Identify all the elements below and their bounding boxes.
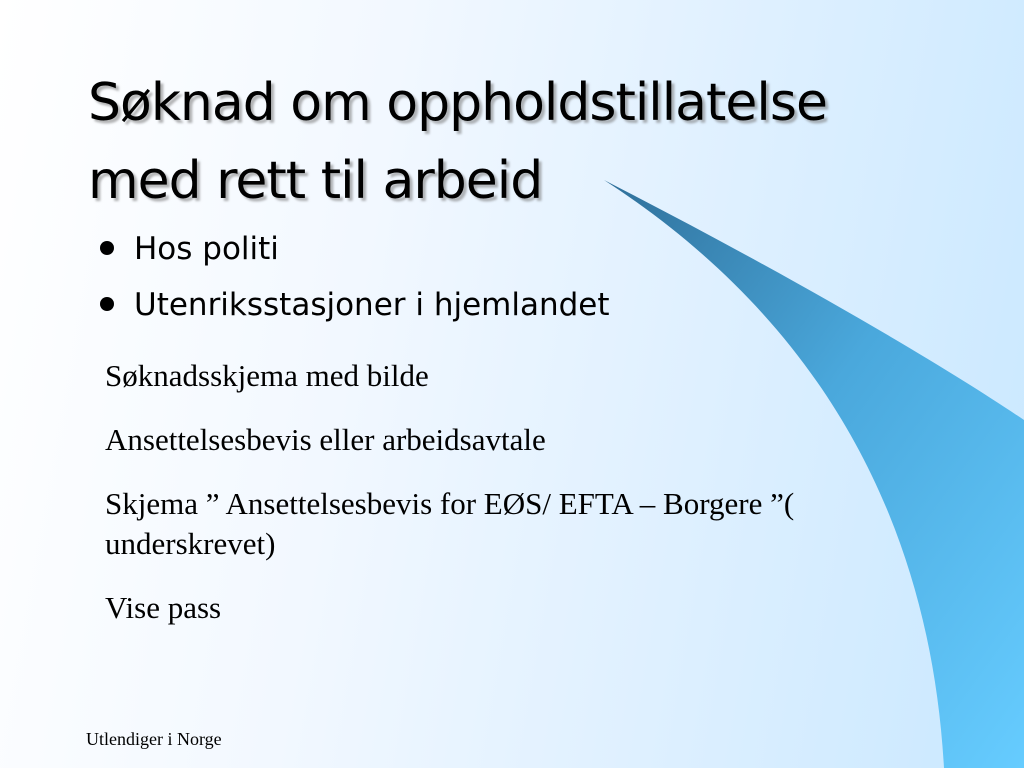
title-line-1: Søknad om oppholdstillatelse [88, 73, 827, 133]
paragraph: Skjema ” Ansettelsesbevis for EØS/ EFTA – Borgere ”( underskrevet) [105, 486, 795, 561]
slide-footer: Utlendiger i Norge [86, 729, 222, 749]
bullet-dot-icon [100, 241, 114, 255]
slide-title [88, 64, 988, 220]
bullet-dot-icon [100, 297, 114, 311]
body-text [105, 356, 865, 652]
paragraph: Søknadsskjema med bilde [105, 358, 429, 393]
paragraph: Ansettelsesbevis eller arbeidsavtale [105, 422, 546, 457]
paragraph: Vise pass [105, 590, 222, 625]
bullet-item [100, 282, 610, 338]
bullet-text: Hos politi [134, 231, 279, 267]
title-line-2: med rett til arbeid [88, 151, 543, 211]
bullet-item [100, 226, 610, 282]
bullet-text: Utenriksstasjoner i hjemlandet [134, 287, 610, 323]
bullet-list [100, 226, 610, 338]
